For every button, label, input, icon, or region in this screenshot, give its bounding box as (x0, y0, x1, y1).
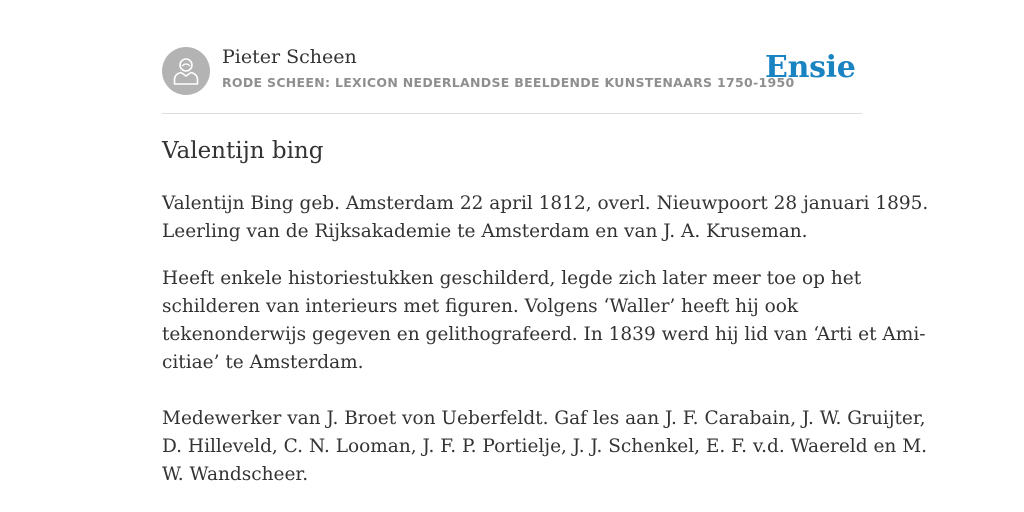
entry-header (162, 46, 862, 96)
text-line: tekenonderwijs gegeven en gelithografeerd. In 1839 werd hij lid van ‘Arti et Ami- (162, 324, 926, 345)
user-avatar-icon (173, 57, 199, 85)
entry-title: Valentijn bing (162, 138, 324, 164)
paragraph-career (162, 265, 926, 377)
paragraph-students (162, 405, 928, 489)
text-line: schilderen van interieurs met figuren. Volgens ‘Waller’ heeft hij ook (162, 296, 799, 317)
paragraph-birth (162, 190, 929, 246)
text-line: Heeft enkele historiestukken geschilderd, legde zich later meer toe op het (162, 268, 862, 289)
avatar[interactable] (162, 47, 210, 95)
text-line: Leerling van de Rijksakademie te Amsterdam en van J. A. Kruseman. (162, 221, 808, 242)
entry-body (162, 190, 929, 489)
author-name[interactable]: Pieter Scheen (222, 46, 357, 68)
ensie-logo[interactable]: Ensie (765, 50, 856, 85)
text-line: D. Hilleveld, C. N. Looman, J. F. P. Portielje, J. J. Schenkel, E. F. v.d. Waereld en M. (162, 436, 928, 457)
text-line: citiae’ te Amsterdam. (162, 352, 364, 373)
header-divider (162, 113, 862, 114)
text-line: W. Wandscheer. (162, 464, 309, 485)
text-line: Valentijn Bing geb. Amsterdam 22 april 1812, overl. Nieuwpoort 28 januari 1895. (162, 193, 929, 214)
text-line: Medewerker van J. Broet von Ueberfeldt. Gaf les aan J. F. Carabain, J. W. Gruijter, (162, 408, 926, 429)
source-publication[interactable]: RODE SCHEEN: LEXICON NEDERLANDSE BEELDENDE KUNSTENAARS 1750-1950 (222, 75, 795, 90)
